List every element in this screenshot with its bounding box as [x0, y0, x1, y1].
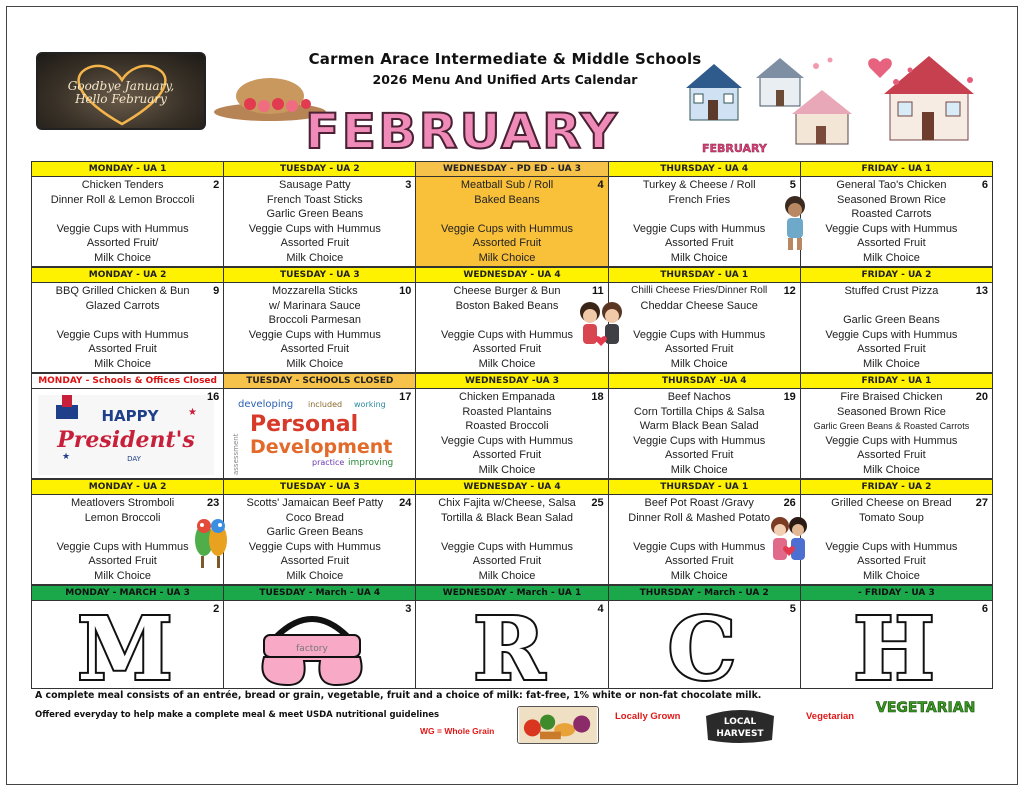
menu-item: Beef Pot Roast /Gravy [644, 497, 754, 509]
menu-item: Assorted Fruit [857, 555, 926, 567]
menu-item: Dinner Roll & Mashed Potato [628, 511, 771, 524]
day-cell [608, 601, 800, 689]
day-number: 12 [783, 285, 796, 297]
menu-item: Sausage Patty [279, 179, 351, 191]
day-header: WEDNESDAY -UA 3 [415, 373, 607, 389]
vegetarian-legend: Vegetarian [806, 711, 855, 722]
svg-text:H: H [853, 607, 935, 687]
menu-item: Veggie Cups with Hummus [633, 222, 766, 235]
day-header: WEDNESDAY - PD ED - UA 3 [415, 161, 607, 177]
month-small-label: FEBRUARY [702, 142, 767, 155]
harvest-line2: HARVEST [716, 729, 764, 739]
week-header-row [31, 161, 993, 177]
vegetarian-badge: VEGETARIAN [876, 700, 976, 716]
day-header: THURSDAY - UA 1 [608, 479, 800, 495]
day-number: 18 [591, 391, 604, 403]
menu-item: Tomato Soup [859, 511, 924, 524]
menu-item: Corn Tortilla Chips & Salsa [633, 405, 765, 418]
day-number: 24 [399, 497, 412, 509]
menu-item: Milk Choice [286, 357, 344, 370]
menu-item: Meatlovers Stromboli [70, 497, 175, 509]
day-cell [800, 389, 993, 479]
menu-item: Veggie Cups with Hummus [248, 222, 381, 235]
menu-item: Milk Choice [286, 251, 344, 264]
menu-item: Assorted Fruit [280, 555, 350, 567]
day-header: FRIDAY - UA 2 [800, 267, 993, 283]
menu-item: Assorted Fruit [664, 555, 734, 567]
day-number: 20 [975, 391, 989, 403]
menu-item: Baked Beans [474, 193, 540, 206]
day-cell [800, 601, 993, 689]
menu-item: Veggie Cups with Hummus [633, 434, 766, 447]
menu-item: Garlic Green Beans & Roasted Carrots [813, 421, 970, 431]
day-number: 3 [405, 603, 412, 615]
menu-items [420, 390, 593, 477]
menu-item: French Fries [668, 193, 731, 206]
couple-kids-icon [768, 514, 810, 578]
presidents-word: President's [57, 427, 195, 453]
menu-item: Glazed Carrots [85, 299, 160, 312]
day-number: 27 [975, 497, 989, 509]
day-header: THURSDAY - March - UA 2 [608, 585, 800, 601]
harvest-line1: LOCAL [723, 717, 757, 727]
day-header: MONDAY - UA 2 [31, 267, 223, 283]
march-letter-m [50, 607, 200, 687]
menu-item: Milk Choice [670, 569, 728, 582]
day-cell [415, 495, 607, 585]
presidents-day-image [38, 395, 214, 475]
two-kids-icon [576, 298, 626, 360]
week-header-row [31, 267, 993, 283]
wc-assessment: assessment [232, 433, 241, 475]
day-header: MONDAY - MARCH - UA 3 [31, 585, 223, 601]
menu-item: Chix Fajita w/Cheese, Salsa [438, 497, 576, 509]
menu-item: Assorted Fruit [280, 343, 350, 355]
day-cell [31, 283, 223, 373]
day-cell [800, 177, 993, 267]
wc-working: working [354, 400, 386, 409]
menu-item: Milk Choice [862, 357, 920, 370]
day-cell [608, 389, 800, 479]
day-number: 9 [213, 285, 220, 297]
day-header: TUESDAY - UA 2 [223, 161, 415, 177]
menu-items [805, 496, 978, 583]
day-number: 6 [981, 179, 989, 191]
day-header: MONDAY - UA 2 [31, 479, 223, 495]
menu-item: Veggie Cups with Hummus [440, 434, 574, 447]
goodbye-january-image [36, 52, 206, 130]
menu-item: Meatball Sub / Roll [460, 179, 554, 191]
menu-item: Veggie Cups with Hummus [633, 328, 766, 341]
menu-item: Warm Black Bean Salad [639, 420, 759, 432]
menu-item: Milk Choice [862, 251, 920, 264]
locally-grown-legend: Locally Grown [615, 711, 681, 722]
goodbye-line2: Hello February [75, 92, 167, 106]
menu-item: Veggie Cups with Hummus [440, 540, 574, 553]
day-number: 4 [597, 179, 604, 191]
day-cell [415, 389, 607, 479]
calendar-subtitle: 2026 Menu And Unified Arts Calendar [372, 72, 638, 87]
day-number: 23 [206, 497, 220, 509]
menu-item: Lemon Broccoli [84, 511, 161, 524]
day-header: FRIDAY - UA 2 [800, 479, 993, 495]
menu-item: Veggie Cups with Hummus [440, 328, 574, 341]
menu-item: Assorted Fruit [280, 237, 350, 249]
day-number: 11 [591, 285, 604, 297]
day-cell [415, 177, 607, 267]
menu-item: Chilli Cheese Fries/Dinner Roll [631, 285, 768, 296]
menu-item: Assorted Fruit [857, 343, 926, 355]
menu-item: BBQ Grilled Chicken & Bun [55, 285, 190, 297]
menu-item: General Tao's Chicken [836, 179, 947, 191]
menu-item: Assorted Fruit/ [86, 237, 159, 249]
menu-item: Milk Choice [478, 357, 536, 370]
menu-item: Chicken Empanada [459, 391, 556, 403]
march-letter-c [627, 607, 777, 687]
usda-note: Offered everyday to help make a complete meal & meet USDA nutritional guidelines [35, 710, 440, 720]
day-header: TUESDAY - March - UA 4 [223, 585, 415, 601]
day-header: WEDNESDAY - March - UA 1 [415, 585, 607, 601]
day-cell [223, 389, 415, 479]
menu-item: Assorted Fruit [664, 449, 734, 461]
parrots-icon [192, 516, 230, 578]
day-header: WEDNESDAY - UA 4 [415, 267, 607, 283]
menu-items [613, 178, 786, 265]
purse-letter-a-image [242, 607, 382, 687]
day-number: 13 [975, 285, 989, 297]
march-letter-h [819, 607, 969, 687]
menu-item: Veggie Cups with Hummus [825, 434, 958, 447]
menu-item: Veggie Cups with Hummus [440, 222, 574, 235]
menu-item: Cheddar Cheese Sauce [640, 299, 758, 312]
day-cell [223, 601, 415, 689]
complete-meal-note: A complete meal consists of an entrée, bread or grain, vegetable, fruit and a choice of milk: fat-free, 1% white or non-fat chocolate milk. [35, 690, 762, 701]
menu-item: Cheese Burger & Bun [453, 285, 561, 297]
menu-item: Roasted Plantains [462, 405, 552, 418]
day-header: TUESDAY - SCHOOLS CLOSED [223, 373, 415, 389]
menu-item: Veggie Cups with Hummus [56, 328, 189, 341]
bag-label: factory [296, 644, 329, 654]
day-number: 25 [591, 497, 604, 509]
menu-item: w/ Marinara Sauce [268, 299, 361, 312]
vegetables-image [517, 706, 599, 744]
day-cell [223, 177, 415, 267]
svg-text:M: M [77, 607, 173, 687]
menu-calendar-grid [31, 161, 993, 689]
menu-item: Assorted Fruit [472, 555, 542, 567]
presidents-happy: HAPPY [101, 407, 159, 425]
menu-item: Milk Choice [94, 357, 152, 370]
menu-item: Turkey & Cheese / Roll [642, 179, 756, 191]
day-header: FRIDAY - UA 1 [800, 373, 993, 389]
menu-item: Milk Choice [670, 357, 728, 370]
day-cell [223, 283, 415, 373]
menu-item: Garlic Green Beans [843, 314, 940, 326]
day-cell [800, 495, 993, 585]
menu-item: Milk Choice [862, 569, 920, 582]
day-number: 3 [405, 179, 412, 191]
whole-grain-legend: WG = Whole Grain [420, 726, 495, 736]
day-cell [800, 283, 993, 373]
menu-item: Milk Choice [478, 569, 536, 582]
day-header: MONDAY - UA 1 [31, 161, 223, 177]
day-number: 2 [213, 603, 220, 615]
menu-item: Assorted Fruit [88, 555, 157, 567]
day-header: TUESDAY - UA 3 [223, 267, 415, 283]
menu-item: Milk Choice [670, 251, 728, 264]
day-cell [608, 177, 800, 267]
menu-item: Roasted Carrots [851, 208, 932, 220]
menu-item: Stuffed Crust Pizza [844, 285, 939, 297]
presidents-day: DAY [127, 455, 141, 463]
menu-item: Scotts' Jamaican Beef Patty [246, 497, 384, 509]
week-day-row [31, 495, 993, 585]
svg-text:★: ★ [62, 451, 71, 461]
menu-items [420, 178, 593, 265]
wc-personal: Personal [250, 412, 359, 437]
week-header-row [31, 585, 993, 601]
menu-item: Chicken Tenders [81, 179, 164, 191]
day-number: 2 [213, 179, 220, 191]
week-header-row [31, 479, 993, 495]
menu-item: Beef Nachos [667, 391, 731, 403]
menu-items [420, 496, 593, 583]
menu-item: Roasted Broccoli [465, 420, 549, 432]
menu-item: Milk Choice [94, 251, 152, 264]
week-day-row [31, 601, 993, 689]
menu-item: Assorted Fruit [472, 343, 542, 355]
day-cell [608, 283, 800, 373]
menu-item: Assorted Fruit [664, 343, 734, 355]
day-header: FRIDAY - UA 1 [800, 161, 993, 177]
week-day-row [31, 177, 993, 267]
menu-item: Assorted Fruit [857, 237, 926, 249]
svg-text:R: R [473, 607, 546, 687]
day-header: TUESDAY - UA 3 [223, 479, 415, 495]
day-number: 5 [789, 179, 796, 191]
menu-items [228, 284, 401, 371]
svg-text:C: C [667, 607, 736, 687]
menu-items [805, 178, 978, 265]
personal-development-wordcloud [228, 393, 404, 475]
menu-item: Fire Braised Chicken [840, 391, 943, 403]
menu-item: Veggie Cups with Hummus [56, 222, 189, 235]
houses-illustration [684, 46, 984, 152]
menu-item: Tortilla & Black Bean Salad [440, 511, 574, 524]
month-title: FEBRUARY [305, 104, 619, 160]
svg-text:★: ★ [188, 407, 197, 418]
menu-item: Milk Choice [478, 251, 536, 264]
wc-development: Development [250, 436, 393, 458]
day-number: 16 [206, 391, 220, 403]
menu-item: Assorted Fruit [664, 237, 734, 249]
day-number: 6 [981, 603, 989, 615]
menu-item: Assorted Fruit [472, 449, 542, 461]
day-number: 26 [783, 497, 796, 509]
menu-item: Grilled Cheese on Bread [831, 497, 952, 509]
menu-item: Mozzarella Sticks [272, 285, 358, 297]
menu-item: French Toast Sticks [266, 193, 363, 206]
menu-item: Coco Bread [285, 511, 344, 524]
menu-item: Seasoned Brown Rice [836, 405, 946, 418]
day-header: THURSDAY - UA 1 [608, 267, 800, 283]
menu-items [36, 284, 209, 371]
day-number: 4 [597, 603, 604, 615]
day-header: - FRIDAY - UA 3 [800, 585, 993, 601]
menu-item: Milk Choice [478, 463, 536, 476]
week-header-row [31, 373, 993, 389]
menu-items [420, 284, 593, 371]
week-day-row [31, 389, 993, 479]
menu-item: Garlic Green Beans [266, 208, 364, 220]
girl-watering-icon [778, 194, 812, 252]
menu-items [36, 178, 209, 265]
week-day-row [31, 283, 993, 373]
menu-item: Broccoli Parmesan [268, 314, 361, 326]
menu-items [805, 284, 978, 371]
menu-item: Veggie Cups with Hummus [825, 540, 958, 553]
day-cell [223, 495, 415, 585]
wc-included: included [308, 400, 343, 409]
day-number: 17 [399, 391, 412, 403]
day-cell [31, 601, 223, 689]
menu-item: Garlic Green Beans [266, 526, 364, 538]
day-header: THURSDAY -UA 4 [608, 373, 800, 389]
wc-practice: practice [312, 458, 345, 467]
day-number: 19 [783, 391, 796, 403]
menu-item: Veggie Cups with Hummus [825, 328, 958, 341]
menu-item: Veggie Cups with Hummus [633, 540, 766, 553]
day-header: THURSDAY - UA 4 [608, 161, 800, 177]
menu-item: Assorted Fruit [472, 237, 542, 249]
menu-item: Dinner Roll & Lemon Broccoli [50, 193, 195, 206]
menu-item: Veggie Cups with Hummus [825, 222, 958, 235]
menu-item: Boston Baked Beans [455, 299, 559, 312]
menu-item: Milk Choice [286, 569, 344, 582]
menu-items [36, 496, 209, 583]
menu-item: Milk Choice [862, 463, 920, 476]
menu-item: Assorted Fruit [88, 343, 157, 355]
wc-developing: developing [238, 399, 294, 410]
menu-items [805, 390, 978, 477]
goodbye-line1: Goodbye January, [67, 79, 175, 93]
day-cell [415, 601, 607, 689]
menu-item: Seasoned Brown Rice [836, 193, 946, 206]
day-cell [31, 389, 223, 479]
day-number: 10 [399, 285, 412, 297]
local-harvest-logo [702, 706, 778, 744]
day-number: 5 [789, 603, 796, 615]
menu-items [613, 390, 786, 477]
wc-improving: improving [348, 458, 394, 468]
march-letter-r [434, 607, 584, 687]
school-title: Carmen Arace Intermediate & Middle Schools [308, 50, 702, 68]
menu-item: Assorted Fruit [857, 449, 926, 461]
menu-item: Veggie Cups with Hummus [248, 540, 381, 553]
menu-item: Veggie Cups with Hummus [248, 328, 381, 341]
day-header: MONDAY - Schools & Offices Closed [31, 373, 223, 389]
menu-items [228, 178, 401, 265]
menu-item: Milk Choice [94, 569, 152, 582]
menu-items [613, 284, 786, 371]
menu-item: Veggie Cups with Hummus [56, 540, 189, 553]
day-header: WEDNESDAY - UA 4 [415, 479, 607, 495]
menu-items [613, 496, 786, 583]
menu-items [228, 496, 401, 583]
day-cell [31, 177, 223, 267]
menu-item: Milk Choice [670, 463, 728, 476]
